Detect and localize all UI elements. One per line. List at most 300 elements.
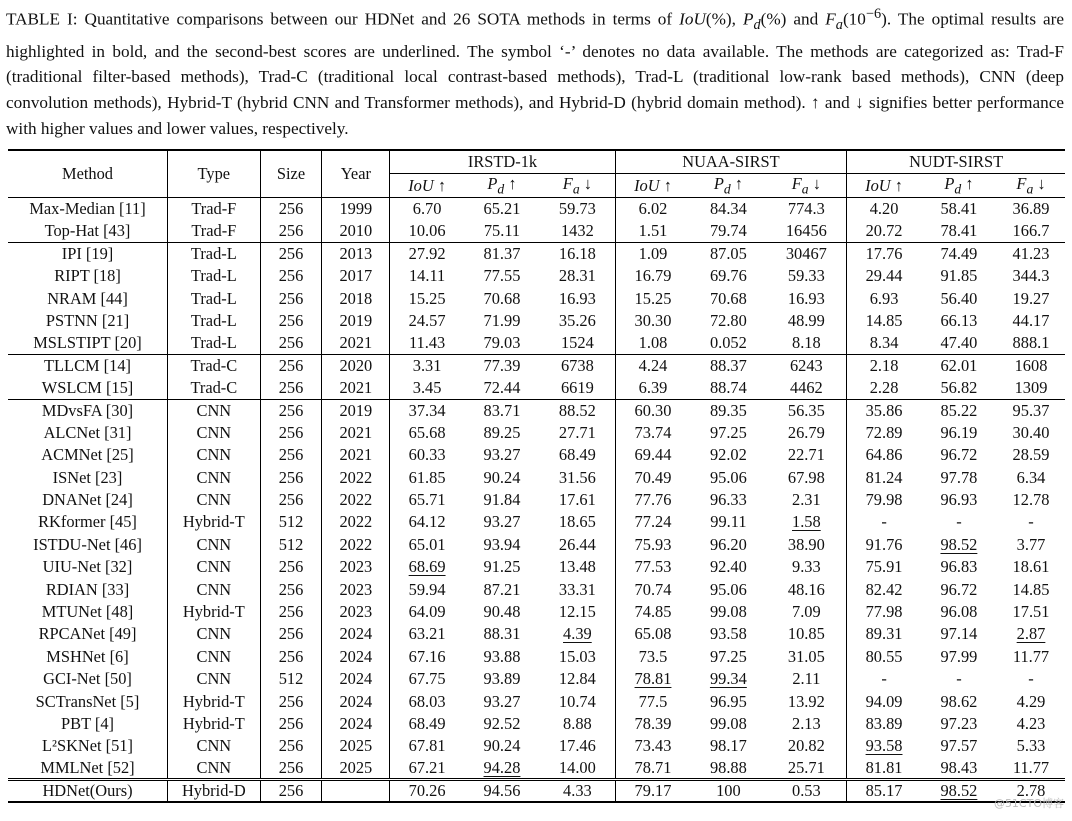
value-cell: 98.88 xyxy=(709,757,747,777)
value-cell: - xyxy=(1028,512,1034,532)
value-cell: 70.74 xyxy=(634,579,672,599)
size-cell: 256 xyxy=(260,690,322,712)
year-cell: 2025 xyxy=(322,735,390,757)
value-cell: 56.35 xyxy=(766,399,846,421)
value-cell: 78.81 xyxy=(634,669,672,689)
method-cell: TLLCM [14] xyxy=(8,355,168,377)
value-cell: 93.89 xyxy=(483,669,521,689)
year-cell: 2023 xyxy=(322,556,390,578)
value-cell: 90.48 xyxy=(483,602,521,621)
value-cell: 96.95 xyxy=(709,691,747,711)
value-cell: 65.08 xyxy=(634,624,672,644)
type-cell: CNN xyxy=(168,399,261,421)
value-cell: - xyxy=(956,669,962,689)
value-cell: 62.01 xyxy=(921,355,997,377)
value-cell: 4.20 xyxy=(869,199,899,219)
value-cell: 11.77 xyxy=(1012,646,1050,666)
method-cell: Top-Hat [43] xyxy=(8,220,168,242)
value-cell: 96.19 xyxy=(940,422,978,442)
value-cell: 81.24 xyxy=(865,467,903,487)
method-cell: Max-Median [11] xyxy=(8,198,168,220)
value-cell: 77.76 xyxy=(634,490,672,510)
value-cell: 4.33 xyxy=(540,780,615,803)
table-body xyxy=(8,198,1065,803)
table-row xyxy=(8,355,1065,377)
year-cell: 2022 xyxy=(322,489,390,511)
method-cell: MSHNet [6] xyxy=(8,646,168,668)
metric-header-pd: $P_d$ ↑ xyxy=(690,174,766,198)
value-cell: 93.27 xyxy=(483,512,521,532)
value-cell: 17.76 xyxy=(847,243,921,265)
value-cell: 56.82 xyxy=(940,377,978,397)
value-cell: 1524 xyxy=(540,332,615,354)
year-cell: 2018 xyxy=(322,287,390,309)
value-cell: 47.40 xyxy=(940,333,978,353)
table-row xyxy=(8,444,1065,466)
value-cell: 99.11 xyxy=(710,512,747,532)
type-cell: CNN xyxy=(168,758,261,780)
year-cell: 2021 xyxy=(322,422,390,444)
method-cell: MMLNet [52] xyxy=(8,758,168,780)
type-cell: Trad-L xyxy=(168,332,261,354)
value-cell: 70.49 xyxy=(634,467,672,487)
value-cell: 98.17 xyxy=(709,736,747,756)
value-cell: 65.68 xyxy=(408,422,446,442)
size-cell: 256 xyxy=(260,466,322,488)
value-cell: 74.49 xyxy=(921,243,997,265)
year-cell: 2021 xyxy=(322,377,390,399)
value-cell: 83.71 xyxy=(464,399,540,421)
value-cell: 4.23 xyxy=(1016,713,1046,733)
value-cell: 85.17 xyxy=(847,780,921,803)
method-cell: RDIAN [33] xyxy=(8,578,168,600)
value-cell: 73.74 xyxy=(634,422,672,442)
value-cell: 16.18 xyxy=(540,243,615,265)
size-cell: 256 xyxy=(260,489,322,511)
year-cell: 2022 xyxy=(322,511,390,533)
value-cell: 95.06 xyxy=(709,579,747,599)
value-cell: 31.56 xyxy=(540,466,615,488)
type-cell: CNN xyxy=(168,422,261,444)
value-cell: 30.30 xyxy=(634,310,672,330)
value-cell: 99.34 xyxy=(709,669,747,689)
value-cell: 69.76 xyxy=(709,266,747,286)
table-row xyxy=(8,646,1065,668)
value-cell: 1.09 xyxy=(615,243,690,265)
value-cell: 8.88 xyxy=(540,713,615,735)
method-cell: NRAM [44] xyxy=(8,287,168,309)
method-cell: DNANet [24] xyxy=(8,489,168,511)
type-cell: CNN xyxy=(168,735,261,757)
value-cell: 66.13 xyxy=(940,310,978,330)
value-cell: 2.28 xyxy=(869,377,899,397)
value-cell: 16.93 xyxy=(766,287,846,309)
value-cell: 91.76 xyxy=(865,534,903,554)
type-cell: CNN xyxy=(168,578,261,600)
value-cell: 67.16 xyxy=(408,646,446,666)
table-row xyxy=(8,489,1065,511)
table-row xyxy=(8,310,1065,332)
value-cell: 97.25 xyxy=(709,422,747,442)
value-cell: 2.87 xyxy=(1016,624,1046,644)
value-cell: 88.37 xyxy=(690,355,766,377)
size-cell: 256 xyxy=(260,601,322,623)
value-cell: 96.93 xyxy=(940,490,978,510)
value-cell: 92.40 xyxy=(709,557,747,577)
size-cell: 256 xyxy=(260,735,322,757)
size-cell: 512 xyxy=(260,511,322,533)
size-cell: 256 xyxy=(260,265,322,287)
value-cell: 91.85 xyxy=(940,266,978,286)
type-cell: Hybrid-T xyxy=(168,511,261,533)
value-cell: 6243 xyxy=(766,355,846,377)
table-row xyxy=(8,534,1065,556)
value-cell: 17.51 xyxy=(1012,602,1050,621)
year-cell: 2021 xyxy=(322,332,390,354)
type-cell: Trad-L xyxy=(168,265,261,287)
table-row xyxy=(8,466,1065,488)
value-cell: 7.09 xyxy=(766,601,846,623)
value-cell: 72.89 xyxy=(865,422,903,442)
value-cell: - xyxy=(956,512,962,532)
value-cell: 68.03 xyxy=(408,691,446,711)
value-cell: 92.02 xyxy=(709,445,747,465)
value-cell: 26.44 xyxy=(540,534,615,556)
value-cell: 96.33 xyxy=(709,490,747,510)
year-cell: 1999 xyxy=(322,198,390,220)
type-cell: Trad-C xyxy=(168,377,261,399)
value-cell: 1.51 xyxy=(638,221,668,241)
method-cell: GCI-Net [50] xyxy=(8,668,168,690)
year-cell: 2025 xyxy=(322,758,390,780)
value-cell: 37.34 xyxy=(390,399,464,421)
col-header-type: Type xyxy=(168,150,261,198)
value-cell: 64.12 xyxy=(408,512,446,532)
value-cell: 36.89 xyxy=(1012,199,1050,219)
metric-header-pd: $P_d$ ↑ xyxy=(464,174,540,198)
method-cell: PBT [4] xyxy=(8,713,168,735)
type-cell: CNN xyxy=(168,646,261,668)
value-cell: 1432 xyxy=(540,220,615,242)
value-cell: 93.58 xyxy=(709,624,747,644)
value-cell: 11.43 xyxy=(408,333,446,353)
value-cell: 15.03 xyxy=(540,646,615,668)
value-cell: 20.72 xyxy=(865,221,903,241)
year-cell: 2021 xyxy=(322,444,390,466)
size-cell: 256 xyxy=(260,287,322,309)
value-cell: 68.69 xyxy=(408,557,446,577)
year-cell: 2023 xyxy=(322,601,390,623)
value-cell: 88.74 xyxy=(709,377,747,397)
value-cell: 73.5 xyxy=(638,646,668,666)
value-cell: 6.93 xyxy=(869,288,899,308)
value-cell: 25.71 xyxy=(766,758,846,780)
method-cell: MDvsFA [30] xyxy=(8,399,168,421)
value-cell: 75.91 xyxy=(865,557,903,577)
value-cell: 8.34 xyxy=(869,333,899,353)
value-cell: 48.99 xyxy=(766,310,846,332)
size-cell: 256 xyxy=(260,198,322,220)
value-cell: 68.49 xyxy=(408,713,446,733)
year-cell: 2017 xyxy=(322,265,390,287)
value-cell: 9.33 xyxy=(766,556,846,578)
method-cell: RKformer [45] xyxy=(8,511,168,533)
table-caption: TABLE I: Quantitative comparisons between our HDNet and 26 SOTA methods in terms of IoU(%), $P_d(\%)$ and $F_a(10^{-6})$. The optimal results are highlighted in bold, and the second-best scores are underlined. The symbol ‘-’ denotes no data available. The methods are categorized as: Trad-F (traditional filter-based methods), Trad-C (traditional local contrast-based methods), Trad-L (traditional low-rank based methods), CNN (deep convolution methods), Hybrid-T (hybrid CNN and Transformer methods), and Hybrid-D (hybrid domain method). ↑ and ↓ signifies better performance with higher values and lower values, respectively. xyxy=(6,6,1065,138)
size-cell: 256 xyxy=(260,578,322,600)
value-cell: 3.45 xyxy=(412,377,442,397)
metric-header-iou: IoU ↑ xyxy=(390,174,464,198)
value-cell: 15.25 xyxy=(634,288,672,308)
metric-header-fa: $F_a$ ↓ xyxy=(540,174,615,198)
value-cell: 1309 xyxy=(1014,377,1048,397)
value-cell: 92.52 xyxy=(483,713,521,733)
size-cell: 256 xyxy=(260,444,322,466)
value-cell: 11.77 xyxy=(1012,757,1050,777)
type-cell: Hybrid-T xyxy=(168,690,261,712)
value-cell: 70.26 xyxy=(390,780,464,803)
size-cell: 256 xyxy=(260,220,322,242)
table-row xyxy=(8,780,1065,803)
value-cell: 16.79 xyxy=(634,266,672,286)
value-cell: 70.68 xyxy=(483,288,521,308)
value-cell: 100 xyxy=(690,780,766,803)
value-cell: 67.98 xyxy=(766,466,846,488)
metric-header-fa: $F_a$ ↓ xyxy=(997,174,1065,198)
value-cell: 3.77 xyxy=(1016,534,1046,554)
year-cell: 2019 xyxy=(322,399,390,421)
value-cell: 79.17 xyxy=(615,780,690,803)
value-cell: 97.14 xyxy=(940,624,978,644)
value-cell: 13.92 xyxy=(766,690,846,712)
type-cell: Hybrid-T xyxy=(168,713,261,735)
value-cell: 79.74 xyxy=(709,221,747,241)
value-cell: 35.26 xyxy=(540,310,615,332)
method-cell: ISTDU-Net [46] xyxy=(8,534,168,556)
value-cell: 6.70 xyxy=(412,199,442,219)
value-cell: 63.21 xyxy=(408,624,446,644)
value-cell: 56.40 xyxy=(940,288,978,308)
value-cell: 4.29 xyxy=(1016,691,1046,711)
value-cell: 79.98 xyxy=(865,490,903,510)
size-cell: 256 xyxy=(260,310,322,332)
size-cell: 256 xyxy=(260,422,322,444)
value-cell: 28.31 xyxy=(540,265,615,287)
value-cell: 83.89 xyxy=(865,713,903,733)
value-cell: 91.25 xyxy=(483,557,521,577)
size-cell: 256 xyxy=(260,243,322,265)
table-row xyxy=(8,511,1065,533)
type-cell: Trad-L xyxy=(168,243,261,265)
type-cell: CNN xyxy=(168,668,261,690)
type-cell: CNN xyxy=(168,623,261,645)
metric-header-iou: IoU ↑ xyxy=(847,174,921,198)
value-cell: 93.58 xyxy=(865,736,903,756)
value-cell: 774.3 xyxy=(766,198,846,220)
header-row-1 xyxy=(8,150,1065,174)
value-cell: 89.25 xyxy=(483,422,521,442)
value-cell: 77.5 xyxy=(638,691,668,711)
value-cell: 98.52 xyxy=(921,780,997,803)
value-cell: 35.86 xyxy=(847,399,921,421)
value-cell: 5.33 xyxy=(1016,736,1046,756)
value-cell: 77.53 xyxy=(634,557,672,577)
value-cell: 22.71 xyxy=(766,444,846,466)
value-cell: 98.52 xyxy=(940,534,978,554)
value-cell: 77.24 xyxy=(634,512,672,532)
value-cell: 96.72 xyxy=(940,579,978,599)
metric-header-pd: $P_d$ ↑ xyxy=(921,174,997,198)
value-cell: 89.35 xyxy=(690,399,766,421)
size-cell: 256 xyxy=(260,713,322,735)
value-cell: 14.00 xyxy=(540,758,615,780)
table-row xyxy=(8,601,1065,623)
value-cell: 31.05 xyxy=(766,646,846,668)
value-cell: 38.90 xyxy=(766,534,846,556)
value-cell: 93.94 xyxy=(483,534,521,554)
value-cell: 48.16 xyxy=(766,578,846,600)
value-cell: 77.98 xyxy=(865,602,903,621)
method-cell: RIPT [18] xyxy=(8,265,168,287)
size-cell: 256 xyxy=(260,646,322,668)
year-cell: 2024 xyxy=(322,713,390,735)
value-cell: 75.11 xyxy=(483,221,521,241)
col-header-size: Size xyxy=(260,150,322,198)
results-table xyxy=(8,149,1065,803)
table-row xyxy=(8,713,1065,735)
value-cell: 93.27 xyxy=(483,445,521,465)
value-cell: 13.48 xyxy=(540,556,615,578)
value-cell: 12.15 xyxy=(540,601,615,623)
value-cell: 2.78 xyxy=(997,780,1065,803)
value-cell: 59.33 xyxy=(766,265,846,287)
size-cell: 512 xyxy=(260,534,322,556)
value-cell: 88.52 xyxy=(540,399,615,421)
value-cell: 98.62 xyxy=(940,691,978,711)
value-cell: 99.08 xyxy=(709,713,747,733)
size-cell: 256 xyxy=(260,623,322,645)
value-cell: 96.83 xyxy=(940,557,978,577)
type-cell: Trad-L xyxy=(168,287,261,309)
value-cell: 59.94 xyxy=(408,579,446,599)
value-cell: 6.02 xyxy=(638,199,668,219)
value-cell: 0.53 xyxy=(766,780,846,803)
value-cell: 12.84 xyxy=(540,668,615,690)
value-cell: 67.81 xyxy=(408,736,446,756)
value-cell: 17.46 xyxy=(540,735,615,757)
metric-header-iou: IoU ↑ xyxy=(615,174,690,198)
value-cell: 29.44 xyxy=(865,266,903,286)
value-cell: 10.74 xyxy=(540,690,615,712)
value-cell: 97.23 xyxy=(940,713,978,733)
value-cell: 74.85 xyxy=(634,602,672,621)
col-header-irstd: IRSTD-1k xyxy=(390,150,615,174)
value-cell: 72.80 xyxy=(709,310,747,330)
value-cell: 81.37 xyxy=(464,243,540,265)
table-row xyxy=(8,220,1065,242)
method-cell: ALCNet [31] xyxy=(8,422,168,444)
table-row xyxy=(8,758,1065,780)
year-cell: 2024 xyxy=(322,690,390,712)
value-cell: 97.57 xyxy=(940,736,978,756)
value-cell: 65.71 xyxy=(408,490,446,510)
type-cell: Trad-F xyxy=(168,198,261,220)
year-cell xyxy=(322,780,390,803)
method-cell: IPI [19] xyxy=(8,243,168,265)
value-cell: 14.85 xyxy=(865,310,903,330)
size-cell: 256 xyxy=(260,758,322,780)
value-cell: 68.49 xyxy=(540,444,615,466)
value-cell: 96.72 xyxy=(940,445,978,465)
value-cell: 19.27 xyxy=(1012,288,1050,308)
value-cell: 65.21 xyxy=(483,199,521,219)
table-row xyxy=(8,556,1065,578)
size-cell: 256 xyxy=(260,399,322,421)
value-cell: 44.17 xyxy=(1012,310,1050,330)
col-header-nuaa: NUAA-SIRST xyxy=(615,150,847,174)
table-row xyxy=(8,332,1065,354)
value-cell: 81.81 xyxy=(865,757,903,777)
method-cell: HDNet(Ours) xyxy=(8,780,168,803)
value-cell: 70.68 xyxy=(709,288,747,308)
value-cell: 16.93 xyxy=(540,287,615,309)
year-cell: 2022 xyxy=(322,534,390,556)
value-cell: 4462 xyxy=(766,377,846,399)
size-cell: 256 xyxy=(260,377,322,399)
method-cell: MSLSTIPT [20] xyxy=(8,332,168,354)
method-cell: MTUNet [48] xyxy=(8,601,168,623)
type-cell: CNN xyxy=(168,534,261,556)
col-header-method: Method xyxy=(8,150,168,198)
type-cell: Hybrid-D xyxy=(168,780,261,803)
value-cell: 18.65 xyxy=(540,511,615,533)
value-cell: 27.71 xyxy=(540,422,615,444)
col-header-nudt: NUDT-SIRST xyxy=(847,150,1065,174)
type-cell: CNN xyxy=(168,489,261,511)
year-cell: 2024 xyxy=(322,668,390,690)
method-cell: ISNet [23] xyxy=(8,466,168,488)
value-cell: 20.82 xyxy=(766,735,846,757)
value-cell: 59.73 xyxy=(540,198,615,220)
value-cell: 78.71 xyxy=(634,757,672,777)
method-cell: PSTNN [21] xyxy=(8,310,168,332)
value-cell: 82.42 xyxy=(865,579,903,599)
value-cell: 61.85 xyxy=(408,467,446,487)
value-cell: 10.06 xyxy=(408,221,446,241)
value-cell: 6.39 xyxy=(638,377,668,397)
value-cell: 94.09 xyxy=(865,691,903,711)
value-cell: 6619 xyxy=(540,377,615,399)
value-cell: - xyxy=(881,512,887,532)
value-cell: 4.39 xyxy=(540,623,615,645)
metric-header-fa: $F_a$ ↓ xyxy=(766,174,846,198)
value-cell: 14.85 xyxy=(1012,579,1050,599)
size-cell: 256 xyxy=(260,355,322,377)
value-cell: 90.24 xyxy=(483,736,521,756)
value-cell: 75.93 xyxy=(634,534,672,554)
value-cell: 80.55 xyxy=(865,646,903,666)
value-cell: 0.052 xyxy=(709,333,747,353)
method-cell: RPCANet [49] xyxy=(8,623,168,645)
value-cell: 69.44 xyxy=(634,445,672,465)
value-cell: 10.85 xyxy=(766,623,846,645)
value-cell: 18.61 xyxy=(1012,557,1050,577)
year-cell: 2019 xyxy=(322,310,390,332)
value-cell: 4.24 xyxy=(615,355,690,377)
type-cell: CNN xyxy=(168,466,261,488)
value-cell: 97.99 xyxy=(940,646,978,666)
value-cell: 99.08 xyxy=(709,602,747,621)
size-cell: 256 xyxy=(260,332,322,354)
